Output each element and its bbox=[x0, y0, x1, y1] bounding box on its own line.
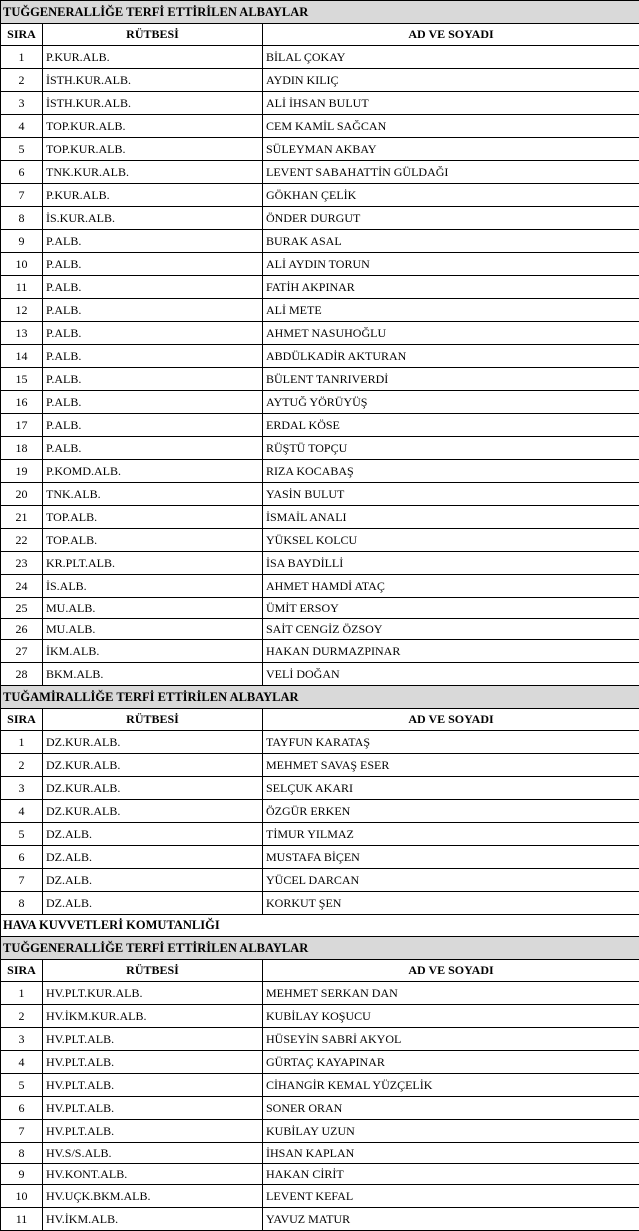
row-name: ERDAL KÖSE bbox=[263, 414, 639, 437]
table-row bbox=[1, 207, 639, 230]
row-name: AYTUĞ YÖRÜYÜŞ bbox=[263, 391, 639, 414]
row-number: 28 bbox=[1, 663, 43, 686]
row-name: RÜŞTÜ TOPÇU bbox=[263, 437, 639, 460]
row-name: SAİT CENGİZ ÖZSOY bbox=[263, 619, 639, 640]
row-rank: TNK.ALB. bbox=[43, 483, 263, 506]
row-number: 1 bbox=[1, 46, 43, 69]
row-rank: DZ.ALB. bbox=[43, 869, 263, 892]
row-rank: İSTH.KUR.ALB. bbox=[43, 69, 263, 92]
row-number: 22 bbox=[1, 529, 43, 552]
row-rank: DZ.KUR.ALB. bbox=[43, 754, 263, 777]
row-name: BÜLENT TANRIVERDİ bbox=[263, 368, 639, 391]
row-name: KORKUT ŞEN bbox=[263, 892, 639, 915]
row-rank: İS.ALB. bbox=[43, 575, 263, 598]
table-row bbox=[1, 1143, 639, 1164]
row-rank: TNK.KUR.ALB. bbox=[43, 161, 263, 184]
row-rank: MU.ALB. bbox=[43, 598, 263, 619]
row-number: 6 bbox=[1, 1097, 43, 1120]
row-number: 2 bbox=[1, 754, 43, 777]
row-name: FATİH AKPINAR bbox=[263, 276, 639, 299]
row-number: 3 bbox=[1, 777, 43, 800]
row-number: 7 bbox=[1, 1120, 43, 1143]
table-row bbox=[1, 1028, 639, 1051]
row-number: 9 bbox=[1, 230, 43, 253]
row-rank: P.KOMD.ALB. bbox=[43, 460, 263, 483]
row-number: 16 bbox=[1, 391, 43, 414]
col-header-no: SIRA bbox=[1, 709, 43, 731]
row-name: LEVENT SABAHATTİN GÜLDAĞI bbox=[263, 161, 639, 184]
table-row bbox=[1, 460, 639, 483]
table-row bbox=[1, 1051, 639, 1074]
table-row bbox=[1, 368, 639, 391]
row-name: YÜCEL DARCAN bbox=[263, 869, 639, 892]
row-number: 25 bbox=[1, 598, 43, 619]
row-rank: KR.PLT.ALB. bbox=[43, 552, 263, 575]
row-name: CİHANGİR KEMAL YÜZÇELİK bbox=[263, 1074, 639, 1097]
row-number: 20 bbox=[1, 483, 43, 506]
row-name: ÜMİT ERSOY bbox=[263, 598, 639, 619]
table-row bbox=[1, 391, 639, 414]
row-rank: HV.PLT.ALB. bbox=[43, 1074, 263, 1097]
table-row bbox=[1, 800, 639, 823]
row-number: 14 bbox=[1, 345, 43, 368]
row-number: 6 bbox=[1, 846, 43, 869]
row-number: 10 bbox=[1, 253, 43, 276]
row-number: 15 bbox=[1, 368, 43, 391]
table-row bbox=[1, 619, 639, 640]
col-header-no: SIRA bbox=[1, 960, 43, 982]
row-name: LEVENT KEFAL bbox=[263, 1185, 639, 1208]
row-number: 7 bbox=[1, 869, 43, 892]
row-number: 8 bbox=[1, 892, 43, 915]
row-name: CEM KAMİL SAĞCAN bbox=[263, 115, 639, 138]
row-rank: TOP.KUR.ALB. bbox=[43, 138, 263, 161]
row-name: SONER ORAN bbox=[263, 1097, 639, 1120]
row-name: MUSTAFA BİÇEN bbox=[263, 846, 639, 869]
row-rank: MU.ALB. bbox=[43, 619, 263, 640]
row-name: AHMET NASUHOĞLU bbox=[263, 322, 639, 345]
row-rank: İS.KUR.ALB. bbox=[43, 207, 263, 230]
row-rank: HV.PLT.ALB. bbox=[43, 1051, 263, 1074]
table-row bbox=[1, 69, 639, 92]
row-rank: P.ALB. bbox=[43, 253, 263, 276]
row-name: AYDIN KILIÇ bbox=[263, 69, 639, 92]
row-rank: TOP.KUR.ALB. bbox=[43, 115, 263, 138]
row-name: İSA BAYDİLLİ bbox=[263, 552, 639, 575]
row-rank: BKM.ALB. bbox=[43, 663, 263, 686]
table-row bbox=[1, 552, 639, 575]
row-name: BURAK ASAL bbox=[263, 230, 639, 253]
row-name: İSMAİL ANALI bbox=[263, 506, 639, 529]
row-name: HÜSEYİN SABRİ AKYOL bbox=[263, 1028, 639, 1051]
row-rank: HV.PLT.ALB. bbox=[43, 1028, 263, 1051]
row-number: 5 bbox=[1, 823, 43, 846]
row-number: 27 bbox=[1, 640, 43, 663]
column-header-row bbox=[1, 24, 639, 46]
row-rank: HV.İKM.ALB. bbox=[43, 1208, 263, 1231]
row-rank: P.ALB. bbox=[43, 368, 263, 391]
table-row bbox=[1, 892, 639, 915]
row-number: 5 bbox=[1, 138, 43, 161]
row-name: BİLAL ÇOKAY bbox=[263, 46, 639, 69]
row-number: 5 bbox=[1, 1074, 43, 1097]
row-rank: P.ALB. bbox=[43, 345, 263, 368]
row-rank: HV.PLT.KUR.ALB. bbox=[43, 982, 263, 1005]
table-row bbox=[1, 253, 639, 276]
row-number: 8 bbox=[1, 1143, 43, 1164]
table-row bbox=[1, 640, 639, 663]
table-row bbox=[1, 483, 639, 506]
row-number: 10 bbox=[1, 1185, 43, 1208]
table-row bbox=[1, 1074, 639, 1097]
row-name: YÜKSEL KOLCU bbox=[263, 529, 639, 552]
row-name: ÖZGÜR ERKEN bbox=[263, 800, 639, 823]
row-name: MEHMET SAVAŞ ESER bbox=[263, 754, 639, 777]
table-row bbox=[1, 823, 639, 846]
table-row bbox=[1, 92, 639, 115]
row-rank: P.ALB. bbox=[43, 276, 263, 299]
row-number: 1 bbox=[1, 982, 43, 1005]
promotion-table-body bbox=[1, 1, 639, 1231]
row-name: ALİ METE bbox=[263, 299, 639, 322]
row-rank: HV.PLT.ALB. bbox=[43, 1120, 263, 1143]
row-number: 11 bbox=[1, 1208, 43, 1231]
row-number: 24 bbox=[1, 575, 43, 598]
col-header-rank: RÜTBESİ bbox=[43, 960, 263, 982]
table-row bbox=[1, 1164, 639, 1185]
row-number: 2 bbox=[1, 69, 43, 92]
row-number: 3 bbox=[1, 1028, 43, 1051]
row-rank: TOP.ALB. bbox=[43, 506, 263, 529]
table-row bbox=[1, 869, 639, 892]
table-row bbox=[1, 506, 639, 529]
row-name: TİMUR YILMAZ bbox=[263, 823, 639, 846]
command-title: HAVA KUVVETLERİ KOMUTANLIĞI bbox=[1, 915, 639, 937]
table-row bbox=[1, 299, 639, 322]
row-rank: DZ.ALB. bbox=[43, 892, 263, 915]
section-title: TUĞGENERALLİĞE TERFİ ETTİRİLEN ALBAYLAR bbox=[1, 937, 639, 960]
row-rank: P.KUR.ALB. bbox=[43, 46, 263, 69]
table-row bbox=[1, 414, 639, 437]
table-row bbox=[1, 345, 639, 368]
row-name: ABDÜLKADİR AKTURAN bbox=[263, 345, 639, 368]
row-name: İHSAN KAPLAN bbox=[263, 1143, 639, 1164]
row-number: 18 bbox=[1, 437, 43, 460]
table-row bbox=[1, 575, 639, 598]
table-row bbox=[1, 846, 639, 869]
table-row bbox=[1, 598, 639, 619]
row-rank: HV.PLT.ALB. bbox=[43, 1097, 263, 1120]
row-name: HAKAN DURMAZPINAR bbox=[263, 640, 639, 663]
row-number: 21 bbox=[1, 506, 43, 529]
table-row bbox=[1, 529, 639, 552]
row-rank: P.ALB. bbox=[43, 299, 263, 322]
row-name: ÖNDER DURGUT bbox=[263, 207, 639, 230]
row-rank: TOP.ALB. bbox=[43, 529, 263, 552]
table-row bbox=[1, 1120, 639, 1143]
row-number: 26 bbox=[1, 619, 43, 640]
row-number: 4 bbox=[1, 800, 43, 823]
table-row bbox=[1, 777, 639, 800]
row-name: ALİ İHSAN BULUT bbox=[263, 92, 639, 115]
row-name: AHMET HAMDİ ATAÇ bbox=[263, 575, 639, 598]
row-rank: P.ALB. bbox=[43, 322, 263, 345]
row-name: KUBİLAY KOŞUCU bbox=[263, 1005, 639, 1028]
row-rank: P.ALB. bbox=[43, 437, 263, 460]
table-row bbox=[1, 276, 639, 299]
row-number: 3 bbox=[1, 92, 43, 115]
row-name: RIZA KOCABAŞ bbox=[263, 460, 639, 483]
row-number: 9 bbox=[1, 1164, 43, 1185]
row-rank: HV.S/S.ALB. bbox=[43, 1143, 263, 1164]
table-row bbox=[1, 437, 639, 460]
section-title-row bbox=[1, 686, 639, 709]
col-header-no: SIRA bbox=[1, 24, 43, 46]
table-row bbox=[1, 161, 639, 184]
section-title: TUĞAMİRALLİĞE TERFİ ETTİRİLEN ALBAYLAR bbox=[1, 686, 639, 709]
row-number: 17 bbox=[1, 414, 43, 437]
row-rank: P.KUR.ALB. bbox=[43, 184, 263, 207]
col-header-name: AD VE SOYADI bbox=[263, 709, 639, 731]
col-header-name: AD VE SOYADI bbox=[263, 960, 639, 982]
table-row bbox=[1, 731, 639, 754]
section-title-row bbox=[1, 937, 639, 960]
row-name: GÖKHAN ÇELİK bbox=[263, 184, 639, 207]
row-number: 2 bbox=[1, 1005, 43, 1028]
col-header-rank: RÜTBESİ bbox=[43, 24, 263, 46]
row-number: 19 bbox=[1, 460, 43, 483]
row-rank: İSTH.KUR.ALB. bbox=[43, 92, 263, 115]
row-name: SÜLEYMAN AKBAY bbox=[263, 138, 639, 161]
row-name: YAVUZ MATUR bbox=[263, 1208, 639, 1231]
command-title-row bbox=[1, 915, 639, 937]
section-title-row bbox=[1, 1, 639, 24]
row-name: YASİN BULUT bbox=[263, 483, 639, 506]
table-row bbox=[1, 982, 639, 1005]
table-row bbox=[1, 115, 639, 138]
column-header-row bbox=[1, 960, 639, 982]
row-rank: P.ALB. bbox=[43, 391, 263, 414]
row-number: 1 bbox=[1, 731, 43, 754]
row-number: 8 bbox=[1, 207, 43, 230]
table-row bbox=[1, 184, 639, 207]
row-number: 12 bbox=[1, 299, 43, 322]
row-name: SELÇUK AKARI bbox=[263, 777, 639, 800]
row-rank: HV.KONT.ALB. bbox=[43, 1164, 263, 1185]
table-row bbox=[1, 754, 639, 777]
row-name: VELİ DOĞAN bbox=[263, 663, 639, 686]
row-rank: DZ.KUR.ALB. bbox=[43, 731, 263, 754]
table-row bbox=[1, 663, 639, 686]
section-title: TUĞGENERALLİĞE TERFİ ETTİRİLEN ALBAYLAR bbox=[1, 1, 639, 24]
col-header-name: AD VE SOYADI bbox=[263, 24, 639, 46]
row-name: MEHMET SERKAN DAN bbox=[263, 982, 639, 1005]
table-row bbox=[1, 1097, 639, 1120]
table-row bbox=[1, 322, 639, 345]
row-name: KUBİLAY UZUN bbox=[263, 1120, 639, 1143]
table-row bbox=[1, 46, 639, 69]
row-rank: HV.İKM.KUR.ALB. bbox=[43, 1005, 263, 1028]
row-name: GÜRTAÇ KAYAPINAR bbox=[263, 1051, 639, 1074]
row-rank: DZ.ALB. bbox=[43, 823, 263, 846]
row-rank: DZ.KUR.ALB. bbox=[43, 800, 263, 823]
row-rank: HV.UÇK.BKM.ALB. bbox=[43, 1185, 263, 1208]
row-rank: P.ALB. bbox=[43, 414, 263, 437]
row-rank: DZ.ALB. bbox=[43, 846, 263, 869]
table-row bbox=[1, 138, 639, 161]
table-row bbox=[1, 1185, 639, 1208]
row-number: 4 bbox=[1, 115, 43, 138]
row-name: HAKAN CİRİT bbox=[263, 1164, 639, 1185]
col-header-rank: RÜTBESİ bbox=[43, 709, 263, 731]
row-number: 23 bbox=[1, 552, 43, 575]
row-name: ALİ AYDIN TORUN bbox=[263, 253, 639, 276]
table-row bbox=[1, 1208, 639, 1231]
row-number: 11 bbox=[1, 276, 43, 299]
row-name: TAYFUN KARATAŞ bbox=[263, 731, 639, 754]
row-number: 13 bbox=[1, 322, 43, 345]
table-row bbox=[1, 230, 639, 253]
column-header-row bbox=[1, 709, 639, 731]
row-rank: İKM.ALB. bbox=[43, 640, 263, 663]
table-row bbox=[1, 1005, 639, 1028]
row-number: 6 bbox=[1, 161, 43, 184]
row-number: 4 bbox=[1, 1051, 43, 1074]
row-rank: P.ALB. bbox=[43, 230, 263, 253]
row-number: 7 bbox=[1, 184, 43, 207]
row-rank: DZ.KUR.ALB. bbox=[43, 777, 263, 800]
